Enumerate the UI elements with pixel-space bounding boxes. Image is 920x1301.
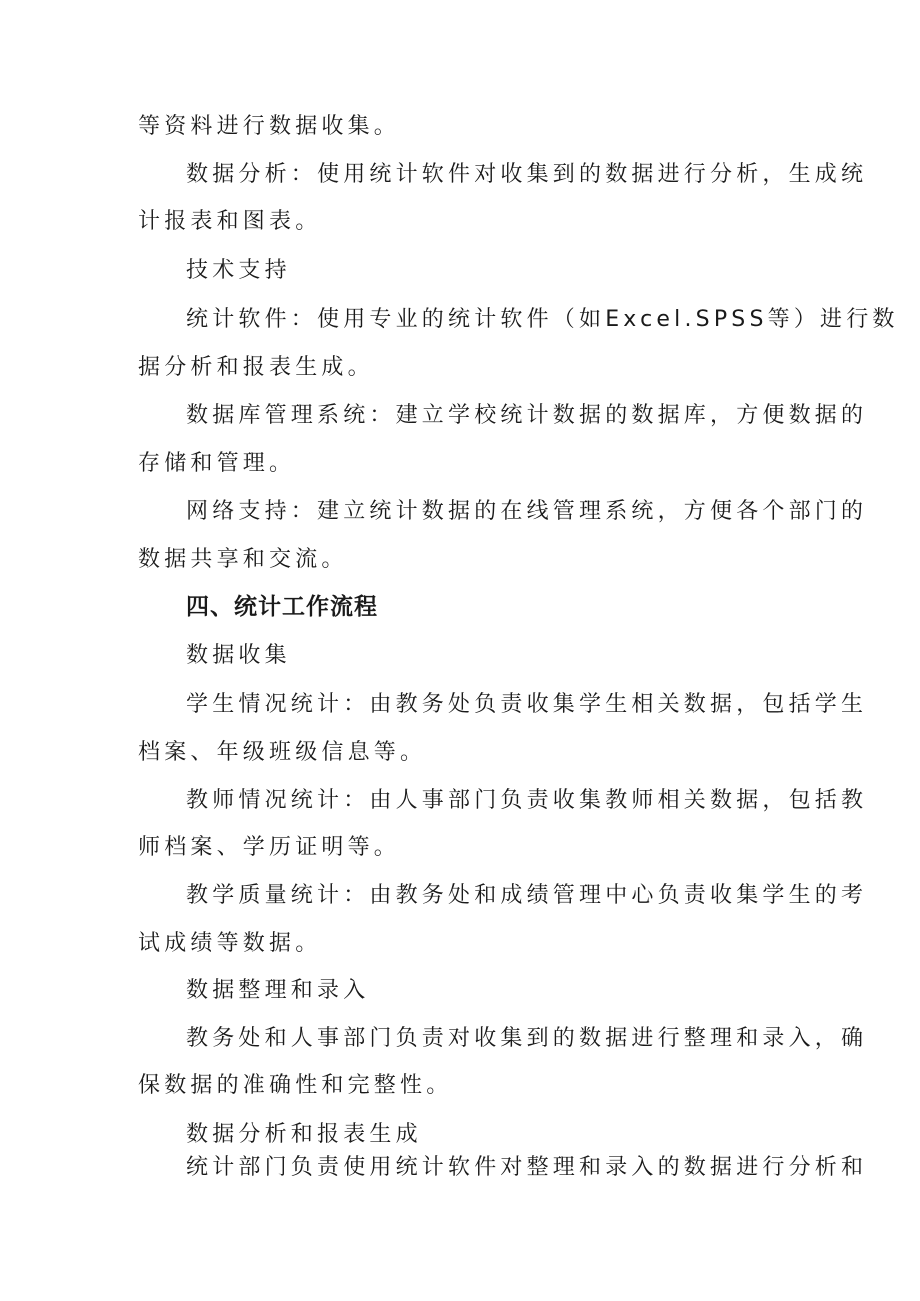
section-heading: 四、统计工作流程	[186, 594, 378, 620]
paragraph-line: 教学质量统计：由教务处和成绩管理中心负责收集学生的考	[186, 883, 868, 908]
paragraph-line: 保数据的准确性和完整性。	[138, 1073, 453, 1098]
section-subheading: 数据分析和报表生成	[186, 1122, 422, 1147]
paragraph-line: 存储和管理。	[138, 451, 296, 476]
paragraph-line: 教务处和人事部门负责对收集到的数据进行整理和录入，确	[186, 1026, 868, 1051]
paragraph-line: 试成绩等数据。	[138, 931, 322, 956]
section-subheading: 数据收集	[186, 643, 291, 668]
paragraph-line: 等资料进行数据收集。	[138, 114, 401, 139]
paragraph-line: 学生情况统计：由教务处负责收集学生相关数据，包括学生	[186, 692, 868, 717]
paragraph-line: 教师情况统计：由人事部门负责收集教师相关数据，包括教	[186, 788, 868, 813]
paragraph-line: 统计软件：使用专业的统计软件（如Excel.SPSS等）进行数	[186, 307, 899, 332]
paragraph-line: 计报表和图表。	[138, 209, 322, 234]
paragraph-line: 统计部门负责使用统计软件对整理和录入的数据进行分析和	[186, 1155, 868, 1180]
paragraph-line: 数据分析：使用统计软件对收集到的数据进行分析，生成统	[186, 162, 868, 187]
paragraph-line: 数据库管理系统：建立学校统计数据的数据库，方便数据的	[186, 403, 868, 428]
paragraph-line: 档案、年级班级信息等。	[138, 740, 427, 765]
paragraph-line: 师档案、学历证明等。	[138, 835, 401, 860]
paragraph-line: 据分析和报表生成。	[138, 355, 374, 380]
paragraph-line: 数据共享和交流。	[138, 547, 348, 572]
section-subheading: 数据整理和录入	[186, 978, 370, 1003]
paragraph-line: 网络支持：建立统计数据的在线管理系统，方便各个部门的	[186, 499, 868, 524]
section-subheading: 技术支持	[186, 258, 291, 283]
